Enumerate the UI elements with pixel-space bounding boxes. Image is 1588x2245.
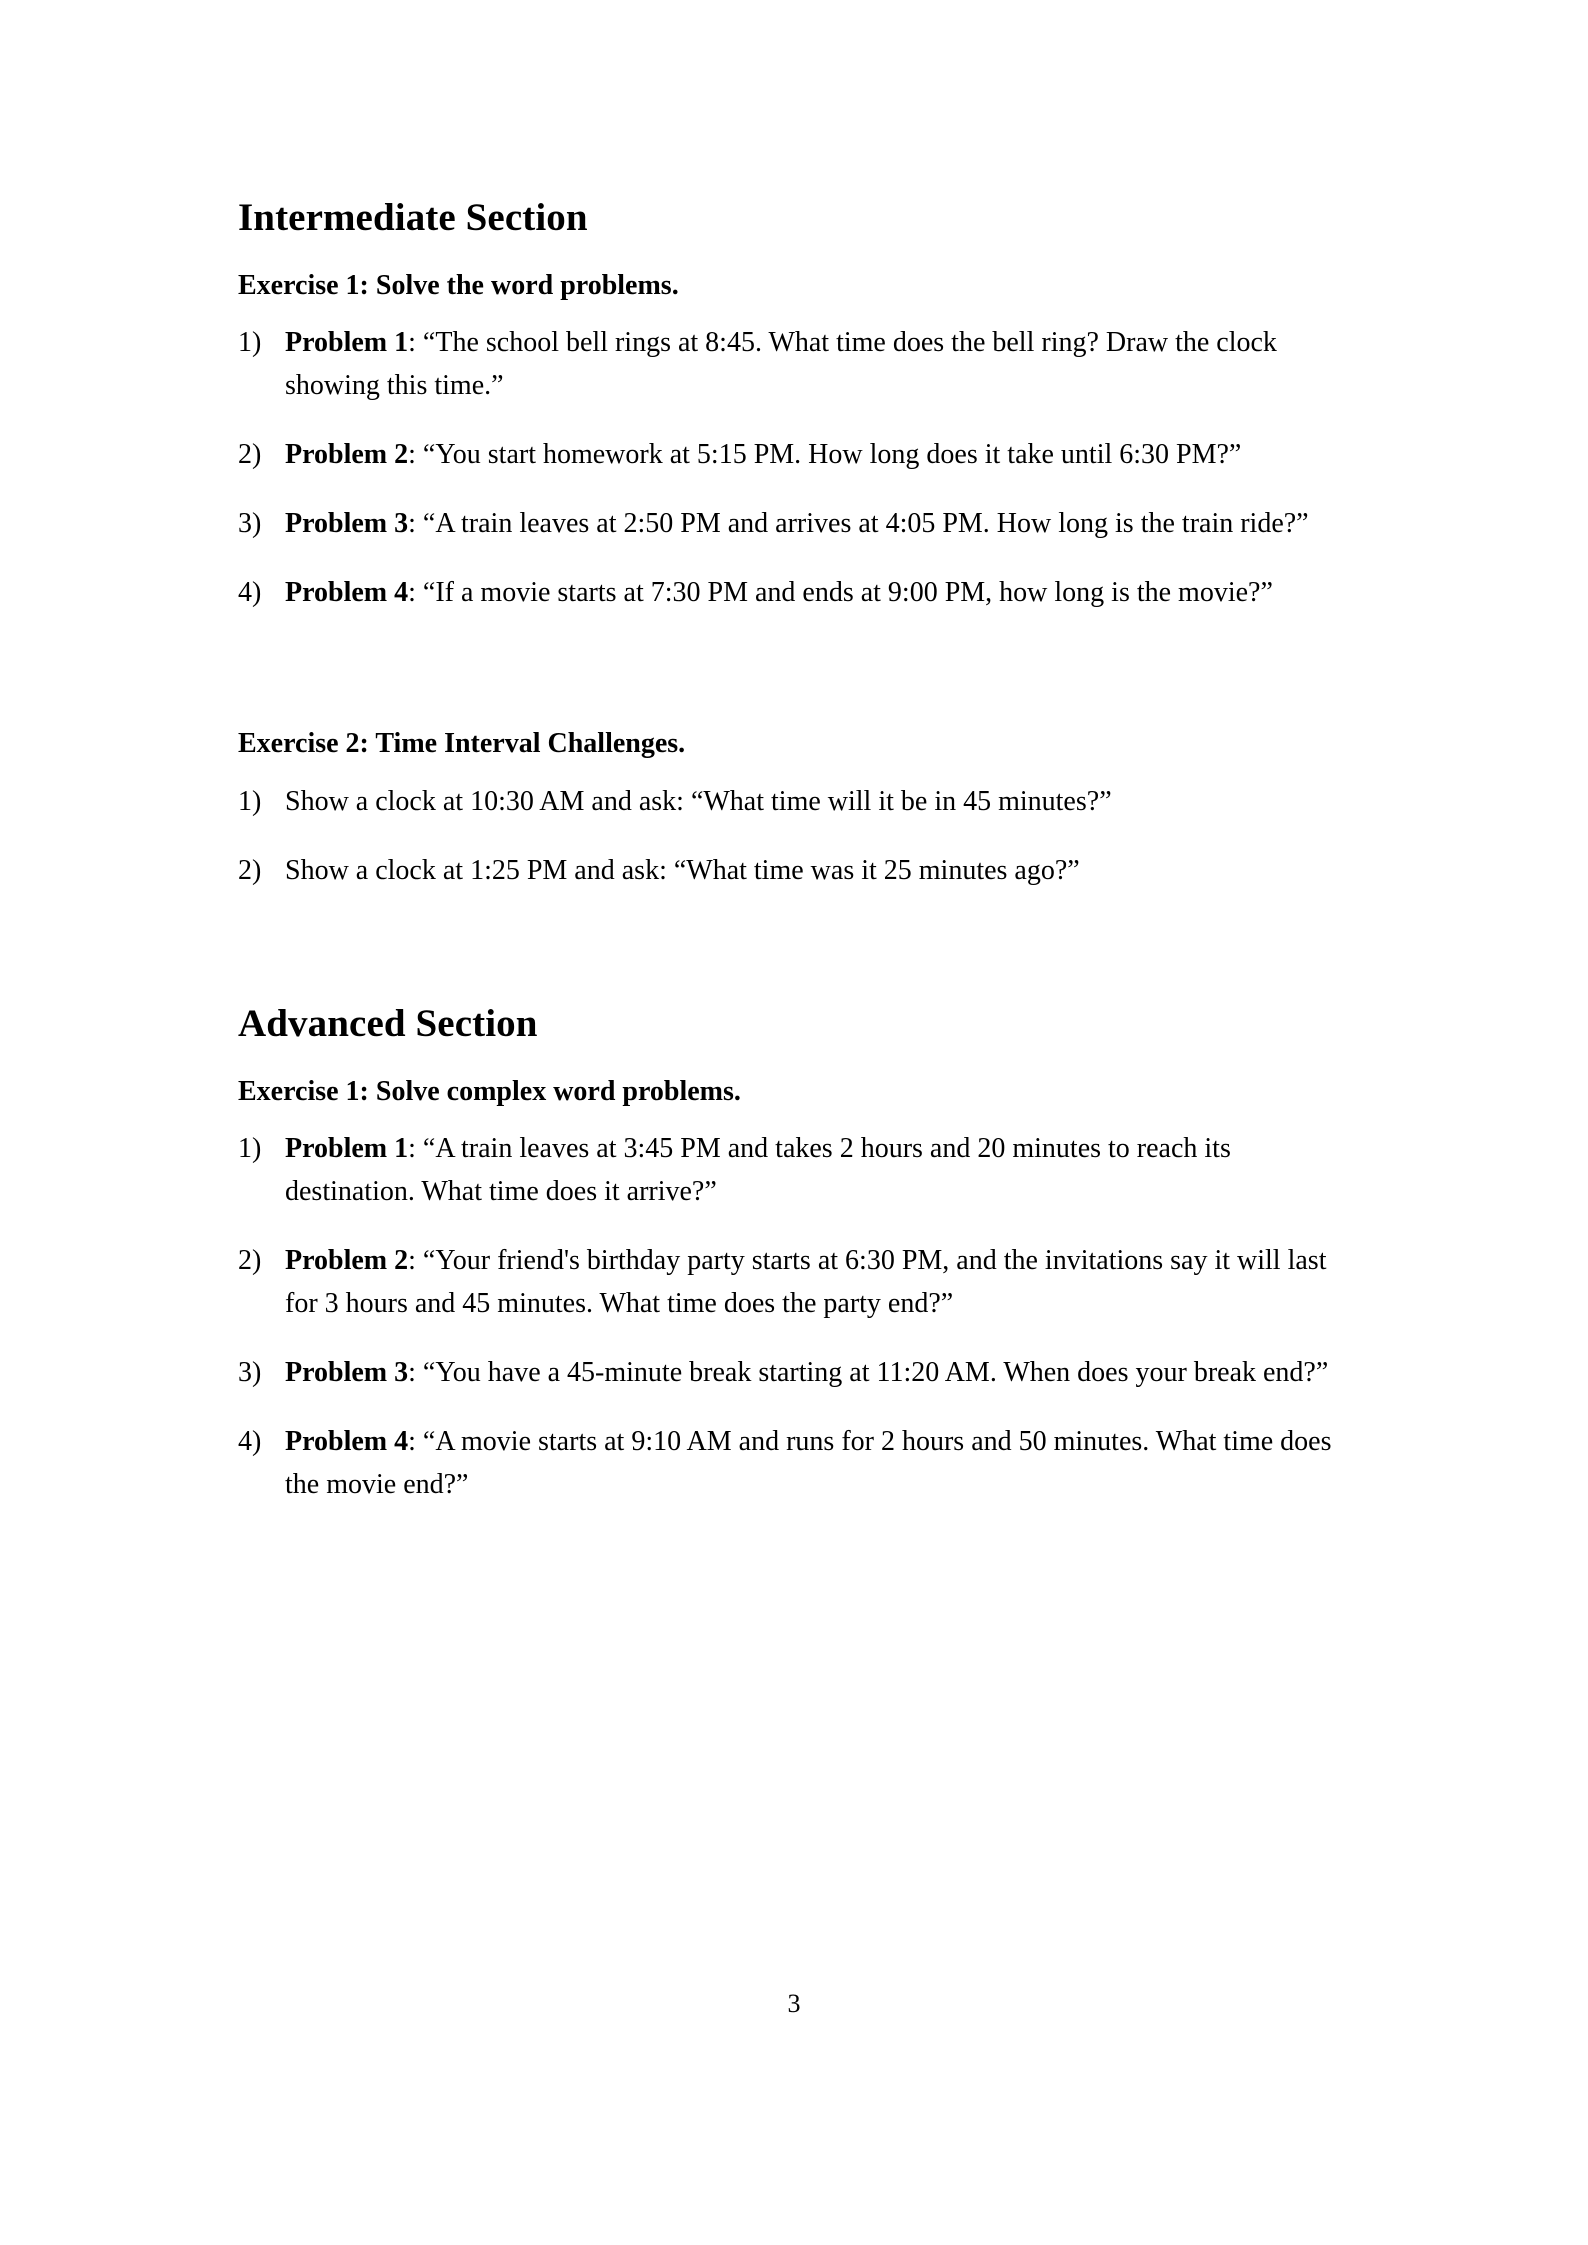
- list-item: [238, 433, 1348, 476]
- list-marker: 4): [238, 1426, 262, 1458]
- list-item-text: [285, 321, 1348, 407]
- problem-body: : “A train leaves at 2:50 PM and arrives at 4:05 PM. How long is the train ride?”: [408, 508, 1309, 540]
- list-marker: 1): [238, 786, 262, 818]
- list-item: [238, 571, 1348, 614]
- section-heading-advanced: Advanced Section: [238, 1002, 538, 1046]
- list-marker: 1): [238, 1133, 262, 1165]
- problem-body: : “If a movie starts at 7:30 PM and ends at 9:00 PM, how long is the movie?”: [408, 577, 1273, 609]
- spacer: [238, 761, 1348, 780]
- problem-body: : “Your friend's birthday party starts at 6:30 PM, and the invitations say it will last for 3 hours and 45 minutes. What time does the party end?”: [285, 1245, 1327, 1320]
- exercise-heading-intermediate-2: Exercise 2: Time Interval Challenges.: [238, 728, 686, 760]
- list-item: [238, 780, 1348, 823]
- list-marker: 2): [238, 439, 262, 471]
- problem-label: Problem 3: [285, 508, 409, 540]
- spacer: [238, 614, 1348, 727]
- spacer: [238, 1108, 1348, 1127]
- list-marker: 3): [238, 508, 262, 540]
- list-item: [238, 1420, 1348, 1506]
- problem-list-intermediate-2: [238, 780, 1348, 892]
- list-item: [238, 1351, 1348, 1394]
- problem-list-intermediate-1: [238, 321, 1348, 614]
- list-item: [238, 321, 1348, 407]
- problem-label: Problem 2: [285, 1245, 409, 1277]
- list-item-text: Show a clock at 10:30 AM and ask: “What time will it be in 45 minutes?”: [285, 786, 1112, 818]
- list-item-text: [285, 1351, 1348, 1394]
- spacer: [238, 302, 1348, 321]
- problem-label: Problem 1: [285, 1133, 409, 1165]
- spacer: [238, 892, 1348, 1002]
- list-item: [238, 502, 1348, 545]
- list-marker: 4): [238, 577, 262, 609]
- list-item: [238, 1239, 1348, 1325]
- problem-label: Problem 4: [285, 1426, 409, 1458]
- list-item-text: [285, 1239, 1348, 1325]
- list-item: [238, 849, 1348, 892]
- page-number: 3: [787, 1989, 801, 2018]
- problem-list-advanced-1: [238, 1127, 1348, 1506]
- list-item-text: [285, 433, 1348, 476]
- list-item-text: [285, 571, 1348, 614]
- list-marker: 2): [238, 1245, 262, 1277]
- list-item-text: [285, 502, 1348, 545]
- problem-label: Problem 1: [285, 327, 409, 359]
- list-marker: 1): [238, 327, 262, 359]
- problem-body: : “A movie starts at 9:10 AM and runs for 2 hours and 50 minutes. What time does the movie end?”: [285, 1426, 1332, 1501]
- problem-body: : “A train leaves at 3:45 PM and takes 2 hours and 20 minutes to reach its destination. What time does it arrive?”: [285, 1133, 1231, 1208]
- problem-body: : “You start homework at 5:15 PM. How long does it take until 6:30 PM?”: [408, 439, 1242, 471]
- problem-label: Problem 4: [285, 577, 409, 609]
- list-marker: 3): [238, 1357, 262, 1389]
- exercise-heading-advanced-1: Exercise 1: Solve complex word problems.: [238, 1075, 741, 1107]
- problem-body: : “You have a 45-minute break starting at 11:20 AM. When does your break end?”: [408, 1357, 1329, 1389]
- problem-body: : “The school bell rings at 8:45. What time does the bell ring? Draw the clock showing this time.”: [285, 327, 1277, 402]
- section-heading-intermediate: Intermediate Section: [238, 196, 588, 239]
- document-body: [238, 196, 1348, 1506]
- spacer: [238, 241, 1348, 269]
- list-item-text: [285, 1127, 1348, 1213]
- spacer: [238, 1047, 1348, 1075]
- problem-label: Problem 2: [285, 439, 409, 471]
- list-item-text: [285, 1420, 1348, 1506]
- list-item: [238, 1127, 1348, 1213]
- exercise-heading-intermediate-1: Exercise 1: Solve the word problems.: [238, 269, 679, 301]
- list-marker: 2): [238, 855, 262, 887]
- list-item-text: Show a clock at 1:25 PM and ask: “What time was it 25 minutes ago?”: [285, 855, 1080, 887]
- problem-label: Problem 3: [285, 1357, 409, 1389]
